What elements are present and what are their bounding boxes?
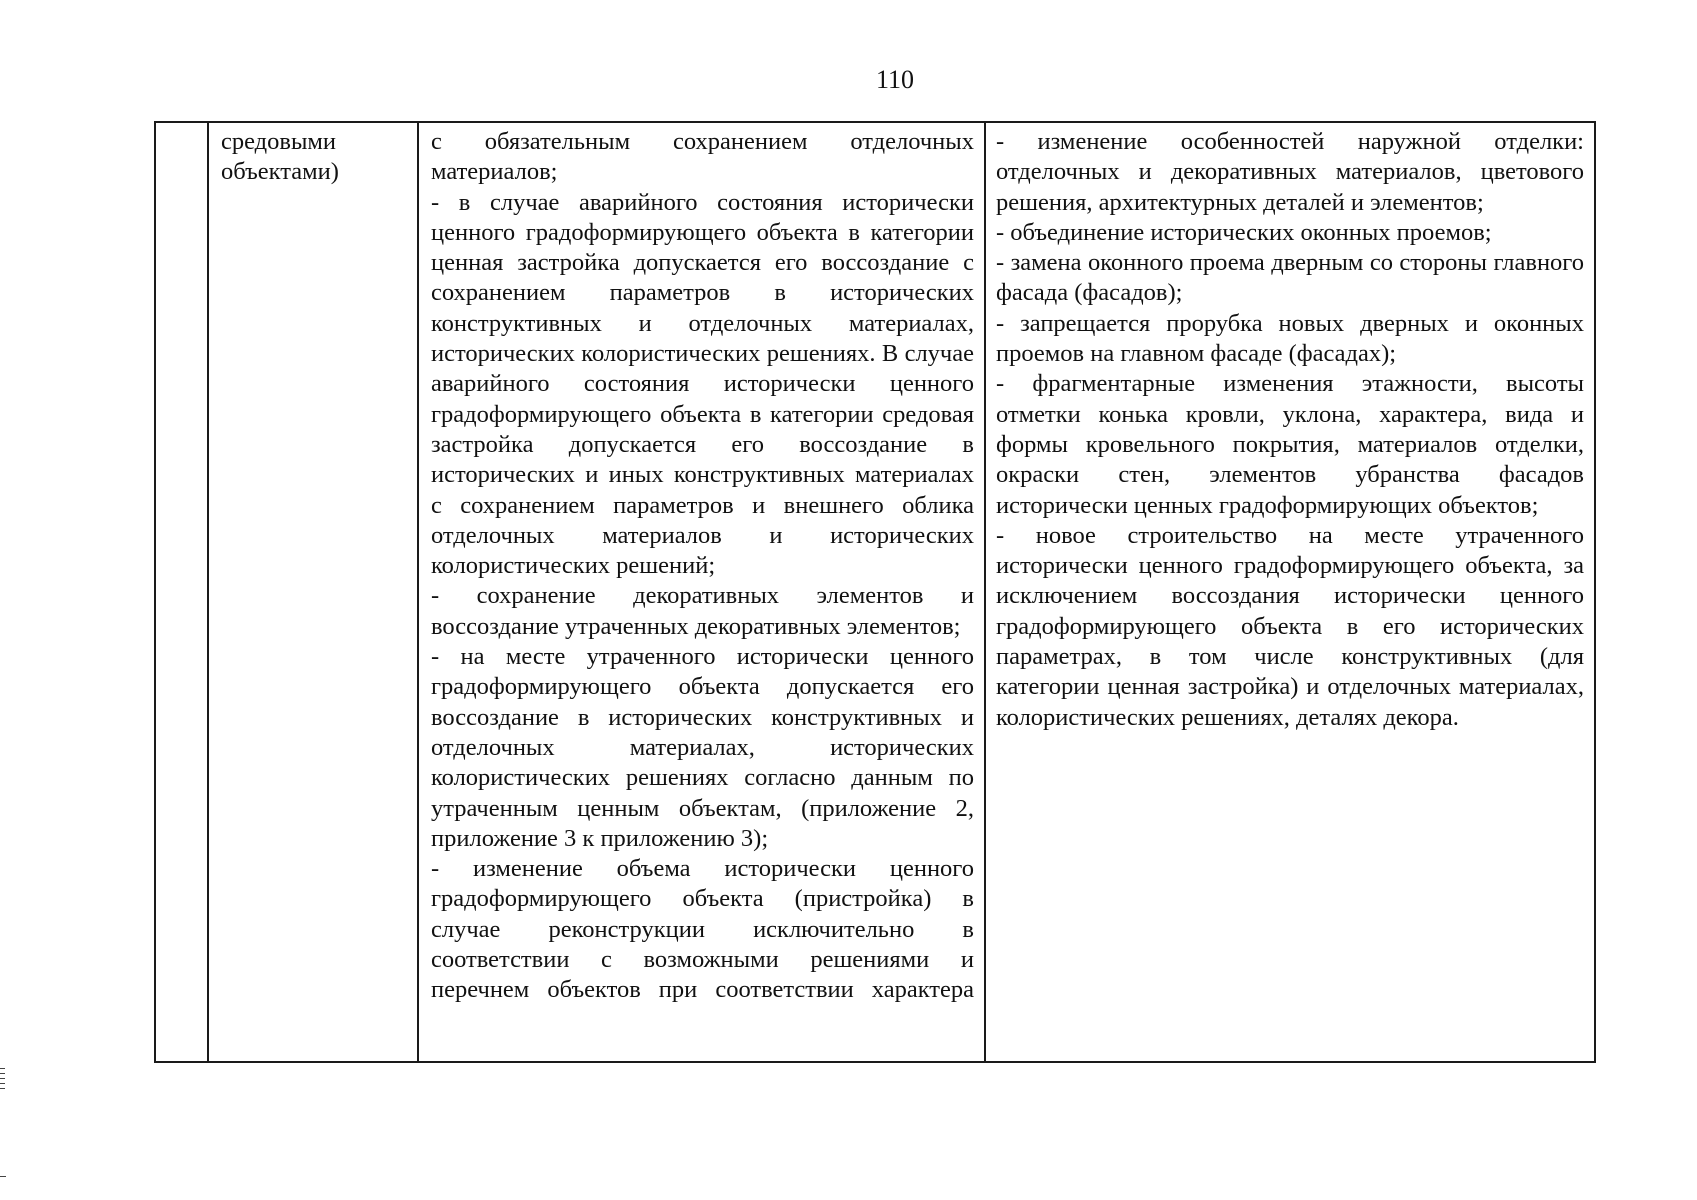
allowed-continued-line: перечнем объектов при соответствии характера (431, 976, 974, 1004)
page-number: 110 (875, 65, 915, 94)
forbidden-paragraph: - фрагментарные изменения этажности, высоты отметки конька кровли, уклона, характера, вида и формы кровельного покрытия, материалов отделки, окраски стен, элементов убранства фасадов исторически ценных градоформирующих объектов; (996, 370, 1584, 519)
table-cell-allowed-works (419, 123, 986, 1061)
allowed-paragraph: - в случае аварийного состояния исторически ценного градоформирующего объекта в категории ценная застройка допускается его воссоздание с сохранением параметров в исторических конструктивных и отделочных материалах, исторических колористических решениях. В случае аварийного состояния исторически ценного градоформирующего объекта в категории средовая застройка допускается его воссоздание в исторических и иных конструктивных материалах с сохранением параметров и внешнего облика отделочных материалов и исторических колористических решений; (431, 188, 974, 580)
forbidden-paragraph: - замена оконного проема дверным со стороны главного фасада (фасадов); (996, 249, 1584, 307)
forbidden-paragraph: - объединение исторических оконных проемов; (996, 218, 1492, 246)
table-cell-forbidden-works (986, 123, 1594, 1061)
scan-margin-marks (0, 1068, 6, 1104)
forbidden-paragraph: - новое строительство на месте утраченного исторически ценного градоформирующего объекта, за исключением воссоздания исторически ценного градоформирующего объекта в его исторических параметрах, в том числе конструктивных (для категории ценная застройка) и отделочных материалах, колористических решениях, деталях декора. (996, 521, 1584, 731)
allowed-paragraph: - на месте утраченного исторически ценного градоформирующего объекта допускается его воссоздание в исторических конструктивных и отделочных материалах, исторических колористических решениях согласно данным по утраченным ценным объектам, (приложение 2, приложение 3 к приложению 3); (431, 643, 974, 852)
table-cell-number (156, 123, 209, 1061)
allowed-paragraph: - сохранение декоративных элементов и воссоздание утраченных декоративных элементов; (431, 582, 974, 640)
forbidden-paragraph: - изменение особенностей наружной отделки: отделочных и декоративных материалов, цветового решения, архитектурных деталей и элементов; (996, 128, 1584, 216)
scan-margin-dash (0, 1176, 6, 1177)
table-cell-object-type (209, 123, 419, 1061)
object-type-line: объектами) (221, 158, 339, 186)
forbidden-paragraph: - запрещается прорубка новых дверных и оконных проемов на главном фасаде (фасадах); (996, 309, 1584, 368)
regulation-table (154, 121, 1596, 1063)
object-type-line: средовыми (221, 128, 337, 155)
allowed-paragraph: с обязательным сохранением отделочных материалов; (431, 128, 974, 186)
allowed-paragraph: - изменение объема исторически ценного градоформирующего объекта (пристройка) в случае реконструкции исключительно в соответствии с возможными решениями и (431, 855, 974, 974)
